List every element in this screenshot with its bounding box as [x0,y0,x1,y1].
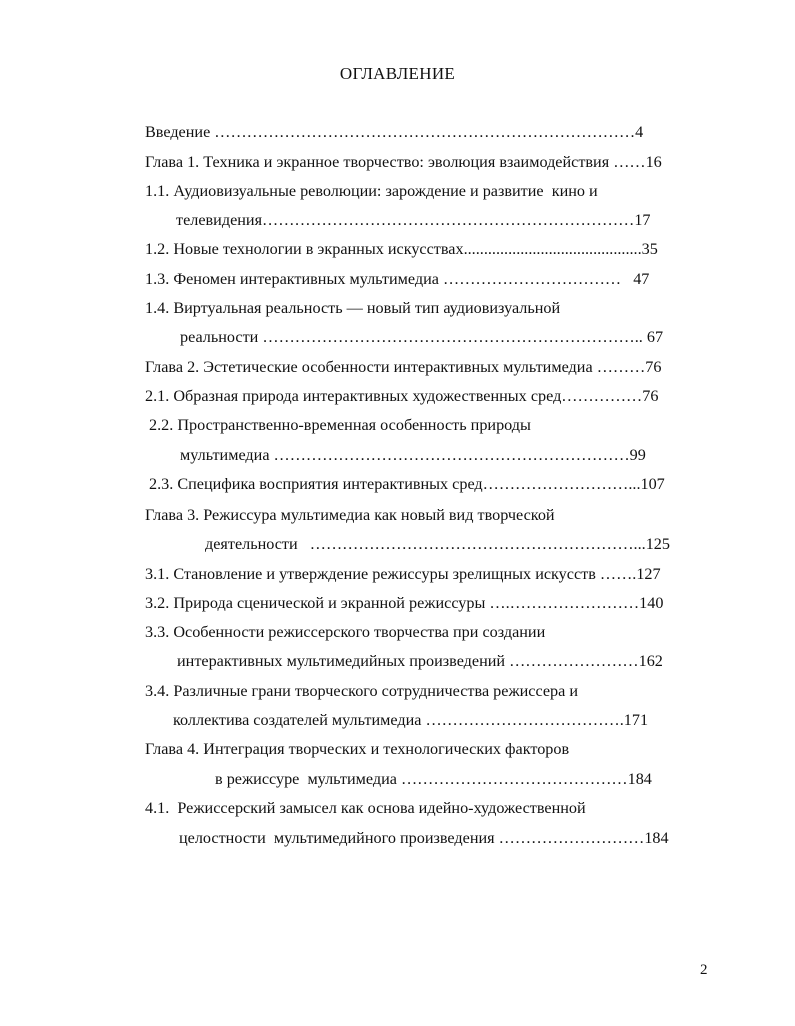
toc-entry-1-1: 1.1. Аудиовизуальные революции: зарождение и развитие кино и [145,182,598,200]
toc-entry-4-1-cont: целостности мультимедийного произведения ………………………184 [179,829,669,847]
toc-entry-1-4-cont: реальности …………………………………………………………….. 67 [180,328,664,346]
toc-entry-1-2: 1.2. Новые технологии в экранных искусствах............................................35 [145,240,658,258]
toc-entry-1-3: 1.3. Феномен интерактивных мультимедиа …………………………… 47 [145,270,650,288]
toc-entry-introduction: Введение ……………………………………………………………………4 [145,123,644,141]
toc-entry-3-4-cont: коллектива создателей мультимедиа ……………………………….171 [173,711,649,729]
toc-entry-3-1: 3.1. Становление и утверждение режиссуры зрелищных искусств …….127 [145,565,661,583]
toc-entry-chapter-2: Глава 2. Эстетические особенности интерактивных мультимедиа ………76 [145,358,662,376]
toc-entry-2-3: 2.3. Специфика восприятия интерактивных сред………………………...107 [149,475,665,493]
page-number: 2 [700,962,708,978]
toc-entry-chapter-3-cont: деятельности ……………………………………………………...125 [205,535,670,553]
toc-entry-3-3-cont: интерактивных мультимедийных произведений ……………………162 [177,652,663,670]
toc-entry-2-2-cont: мультимедиа …………………………………………………………99 [180,446,646,464]
toc-entry-4-1: 4.1. Режиссерский замысел как основа идейно-художественной [145,799,586,817]
toc-entry-chapter-4-cont: в режиссуре мультимедиа ……………………………………184 [215,770,652,788]
toc-entry-1-1-cont: телевидения……………………………………………………………17 [176,211,651,229]
toc-entry-chapter-4: Глава 4. Интеграция творческих и технологических факторов [145,740,570,758]
toc-entry-chapter-3: Глава 3. Режиссура мультимедиа как новый вид творческой [145,506,555,524]
page-title: ОГЛАВЛЕНИЕ [339,64,456,83]
toc-entry-1-4: 1.4. Виртуальная реальность — новый тип аудиовизуальной [145,299,561,317]
toc-entry-2-1: 2.1. Образная природа интерактивных художественных сред……………76 [145,387,659,405]
toc-entry-3-4: 3.4. Различные грани творческого сотрудничества режиссера и [145,682,579,700]
toc-entry-3-3: 3.3. Особенности режиссерского творчества при создании [145,623,546,641]
toc-entry-3-2: 3.2. Природа сценической и экранной режиссуры ….……………………140 [145,594,664,612]
toc-entry-chapter-1: Глава 1. Техника и экранное творчество: эволюция взаимодействия ……16 [145,153,662,171]
toc-entry-2-2: 2.2. Пространственно-временная особенность природы [149,416,531,434]
